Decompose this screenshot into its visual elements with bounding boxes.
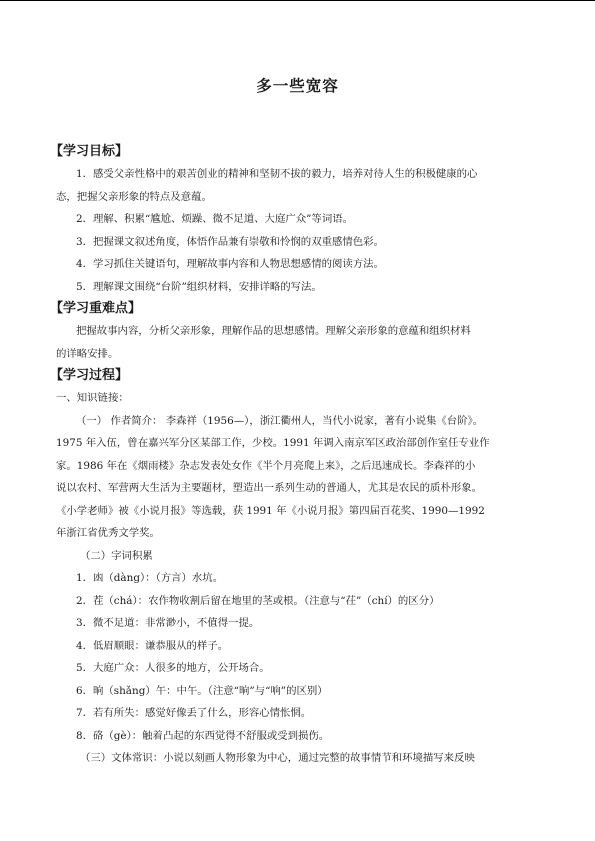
objective-item: 2．理解、积累“尴尬、烦躁、微不足道、大庭广众”等词语。	[76, 213, 353, 225]
process-heading: 【学习过程】	[50, 368, 129, 383]
author-line: 年浙江省优秀文学奖。	[56, 527, 160, 539]
difficulties-text	[56, 320, 546, 365]
author-intro	[56, 410, 546, 545]
vocab-item: 3．微不足道：非常渺小，不值得一提。	[76, 617, 260, 629]
vocab-item: 2．茬（chá）：农作物收割后留在地里的茎或根。（注意与“茌”（chí）的区分）	[76, 594, 440, 607]
objectives-list	[56, 163, 546, 298]
page-title: 多一些宽容	[256, 77, 339, 95]
objective-item: 1．感受父亲性格中的艰苦创业的精神和坚韧不拔的毅力，培养对待人生的积极健康的心	[76, 168, 478, 180]
author-line: （一） 作者简介： 李森祥（1956—），浙江衢州人，当代小说家，著有小说集《台阶》。	[76, 414, 484, 427]
objective-item: 5．理解课文围绕“台阶”组织材料，安排详略的写法。	[76, 280, 322, 293]
document-body	[50, 141, 546, 770]
objective-item: 3．把握课文叙述角度，体悟作品兼有崇敬和怜悯的双重感情色彩。	[76, 235, 384, 248]
vocab-item: 5．大庭广众：人很多的地方，公开场合。	[76, 662, 270, 674]
difficulties-line: 把握故事内容，分析父亲形象，理解作品的思想感情。理解父亲形象的意蕴和组织材料	[76, 325, 471, 337]
author-line: 说以农村、军营两大生活为主要题材，塑造出一系列生动的普通人，尤其是农民的质朴形象。	[56, 482, 483, 494]
author-line: 1975 年入伍，曾在嘉兴军分区某部工作，少校。1991 年调入南京军区政治部创作室任专业作	[56, 437, 490, 449]
objectives-heading: 【学习目标】	[50, 144, 129, 159]
author-line: 《小学老师》被《小说月报》等选载，获 1991 年《小说月报》第四届百花奖、1990—1992	[56, 504, 485, 517]
vocab-heading: （二）字词积累	[80, 549, 153, 562]
difficulties-heading: 【学习重难点】	[50, 301, 142, 316]
vocab-item: 1．凼（dàng）：（方言）水坑。	[76, 572, 224, 584]
vocab-item: 6．晌（shǎng）午：中午。（注意“晌”与“响”的区别）	[76, 684, 328, 697]
vocab-item: 4．低眉顺眼：谦恭服从的样子。	[76, 639, 229, 652]
author-line: 家。1986 年在《烟雨楼》杂志发表处女作《半个月亮爬上来》，之后迅速成长。李森祥的小	[56, 459, 476, 472]
vocab-item: 8．硌（gè）：触着凸起的东西觉得不舒服或受到损伤。	[76, 729, 330, 742]
difficulties-line: 的详略安排。	[56, 347, 119, 360]
vocab-item: 7．若有所失：感觉好像丢了什么，形容心情怅惘。	[76, 707, 312, 719]
knowledge-link-subheading: 一、知识链接：	[56, 392, 129, 404]
genre-line: （三）文体常识：小说以刻画人物形象为中心，通过完整的故事情节和环境描写来反映	[80, 752, 475, 764]
top-rule	[0, 0, 595, 1]
objective-item-continued: 态，把握父亲形象的特点及意蕴。	[56, 190, 212, 203]
objective-item: 4．学习抓住关键语句，理解故事内容和人物思想感情的阅读方法。	[76, 258, 384, 270]
vocab-list	[56, 567, 546, 747]
